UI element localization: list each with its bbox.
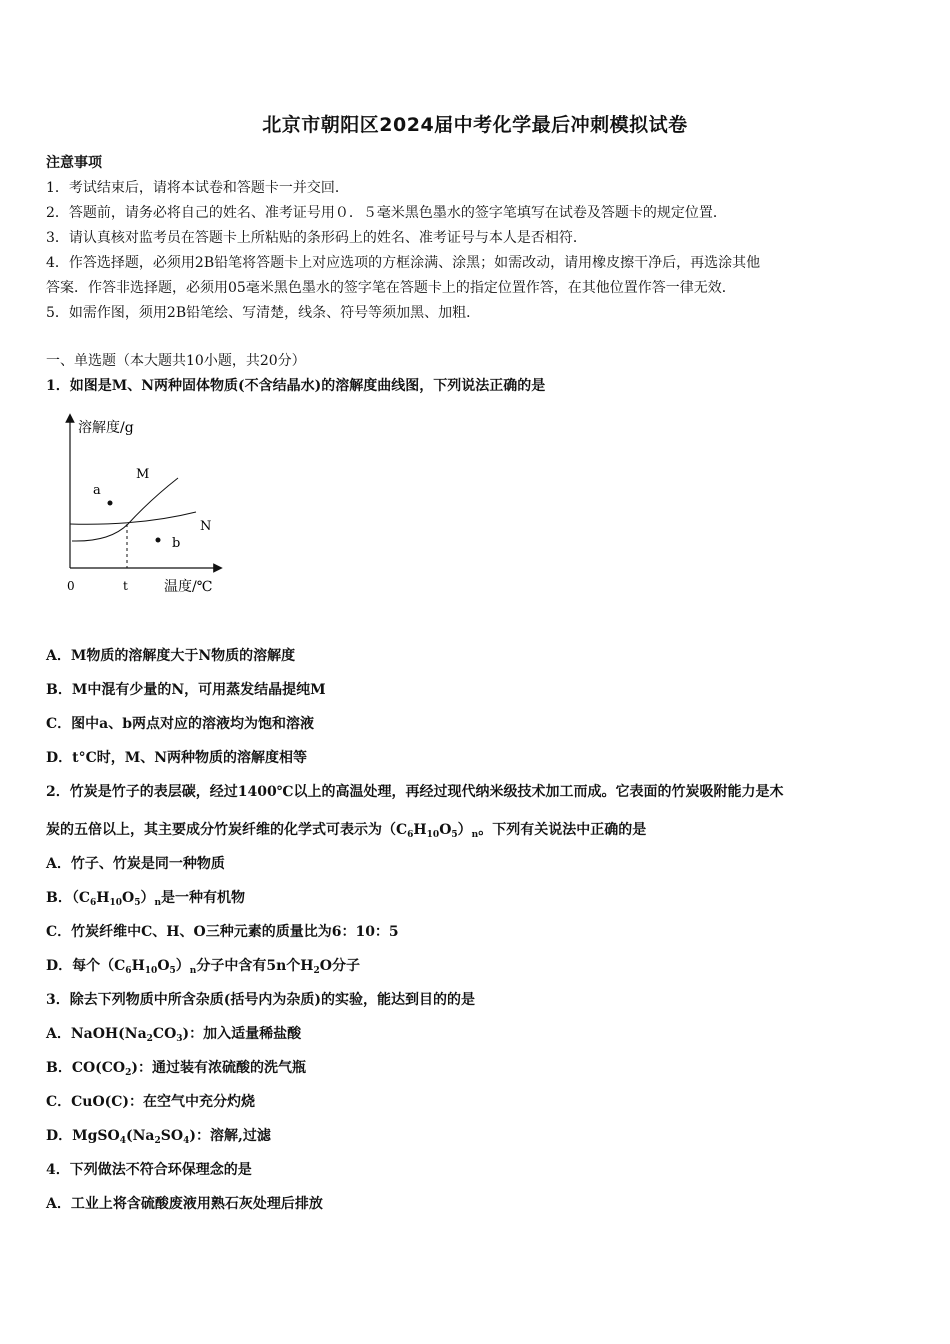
notice-heading: 注意事项: [46, 155, 102, 171]
q2-text: O: [122, 890, 135, 906]
q3-text: )：通过装有浓硫酸的洗气瓶: [131, 1060, 307, 1076]
question-3-stem: 3．除去下列物质中所含杂质(括号内为杂质)的实验，能达到目的的是: [46, 992, 475, 1008]
q2-text: O分子: [319, 958, 360, 974]
curve-m-label: M: [136, 467, 150, 482]
q2-option-c: C．竹炭纤维中C、H、O三种元素的质量比为6：10：5: [46, 924, 399, 940]
section-heading: 一、单选题（本大题共10小题，共20分）: [46, 353, 306, 369]
formula-sub: 10: [426, 830, 440, 840]
formula-sub: 4: [183, 1136, 190, 1146]
q2-option-d: [46, 955, 360, 975]
point-a: [108, 501, 113, 506]
notice-item: 5．如需作图，须用2B铅笔绘、写清楚，线条、符号等须加黑、加粗．: [46, 305, 481, 321]
question-4-stem: 4．下列做法不符合环保理念的是: [46, 1162, 252, 1178]
point-b: [156, 538, 161, 543]
q2-text: ）: [457, 822, 472, 838]
q2-option-b: [46, 887, 245, 907]
formula-sub: 2: [146, 1034, 153, 1044]
q3-option-d: [46, 1125, 271, 1145]
notice-item: 3．请认真核对监考员在答题卡上所粘贴的条形码上的姓名、准考证号与本人是否相符．: [46, 230, 587, 246]
q3-text: B．CO(CO: [46, 1060, 126, 1076]
question-1-stem: 1．如图是M、N两种固体物质(不含结晶水)的溶解度曲线图，下列说法正确的是: [46, 378, 546, 394]
formula-sub: 3: [176, 1034, 183, 1044]
page-title: 北京市朝阳区2024届中考化学最后冲刺模拟试卷: [262, 114, 688, 136]
q2-text: H: [131, 958, 145, 974]
question-2-stem-line1: 2．竹炭是竹子的表层碳，经过1400℃以上的高温处理，再经过现代纳米级技术加工而成。它表面的竹炭吸附能力是木: [46, 784, 784, 800]
q3-text: )：溶解,过滤: [189, 1128, 271, 1144]
formula-sub: 5: [451, 830, 458, 840]
curve-m: [72, 478, 178, 541]
formula-sub: 6: [125, 966, 132, 976]
formula-sub: 5: [134, 898, 141, 908]
q3-text: )：加入适量稀盐酸: [182, 1026, 302, 1042]
question-2-stem-line2: [46, 819, 646, 839]
point-a-label: a: [93, 483, 101, 498]
q2-text: 。下列有关说法中正确的是: [478, 822, 647, 838]
t-label: t: [123, 579, 128, 593]
formula-sub: 10: [144, 966, 158, 976]
q2-option-a: A．竹子、竹炭是同一种物质: [46, 856, 225, 872]
formula-sub: 2: [313, 966, 320, 976]
notice-item: 1．考试结束后，请将本试卷和答题卡一并交回．: [46, 180, 349, 196]
q2-text: H: [413, 822, 427, 838]
q2-text: 炭的五倍以上，其主要成分竹炭纤维的化学式可表示为（C: [46, 822, 408, 838]
formula-sub: 6: [89, 898, 97, 908]
solubility-curve-figure: [50, 408, 240, 598]
q1-option-a: A．M物质的溶解度大于N物质的溶解度: [46, 648, 296, 664]
formula-sub: n: [189, 966, 197, 976]
q3-option-c: C．CuO(C)：在空气中充分灼烧: [46, 1094, 256, 1110]
notice-item: 4．作答选择题，必须用2B铅笔将答题卡上对应选项的方框涂满、涂黑；如需改动，请用橡皮擦干净后，再选涂其他: [46, 255, 761, 271]
q3-text: D．MgSO: [46, 1128, 120, 1144]
q2-text: 是一种有机物: [161, 890, 246, 906]
formula-sub: 10: [109, 898, 123, 908]
q2-text: 分子中含有5n个H: [196, 958, 314, 974]
q2-text: B．（C: [46, 890, 90, 906]
q3-text: A．NaOH(Na: [46, 1026, 147, 1042]
q3-option-a: [46, 1023, 301, 1043]
formula-sub: 2: [154, 1136, 161, 1146]
q4-option-a: A．工业上将含硫酸废液用熟石灰处理后排放: [46, 1196, 323, 1212]
curve-n-label: N: [200, 519, 212, 534]
origin-label: 0: [67, 579, 75, 593]
notice-item: 答案．作答非选择题，必须用05毫米黑色墨水的签字笔在答题卡上的指定位置作答，在其他位置作答一律无效．: [46, 280, 736, 296]
point-b-label: b: [172, 536, 181, 551]
q2-text: H: [96, 890, 110, 906]
q3-option-b: [46, 1057, 306, 1077]
q2-text: D．每个（C: [46, 958, 126, 974]
q3-text: (Na: [126, 1128, 155, 1144]
formula-sub: 2: [125, 1068, 132, 1078]
formula-sub: 4: [119, 1136, 126, 1146]
q2-text: O: [157, 958, 170, 974]
q3-text: CO: [152, 1026, 177, 1042]
q3-text: SO: [160, 1128, 184, 1144]
x-axis-label: 温度/℃: [164, 579, 213, 595]
q2-text: O: [439, 822, 452, 838]
notice-item: 2．答题前，请务必将自己的姓名、准考证号用０．５毫米黑色墨水的签字笔填写在试卷及答题卡的规定位置．: [46, 205, 727, 221]
formula-sub: 6: [407, 830, 414, 840]
formula-sub: 5: [169, 966, 176, 976]
q1-option-d: D．t°C时，M、N两种物质的溶解度相等: [46, 750, 308, 766]
formula-sub: n: [471, 830, 479, 840]
q1-option-c: C．图中a、b两点对应的溶液均为饱和溶液: [46, 716, 315, 732]
q2-text: ）: [140, 890, 155, 906]
q1-option-b: B．M中混有少量的N，可用蒸发结晶提纯M: [46, 682, 326, 698]
y-axis-label: 溶解度/g: [78, 420, 134, 436]
q2-text: ）: [175, 958, 190, 974]
formula-sub: n: [154, 898, 162, 908]
